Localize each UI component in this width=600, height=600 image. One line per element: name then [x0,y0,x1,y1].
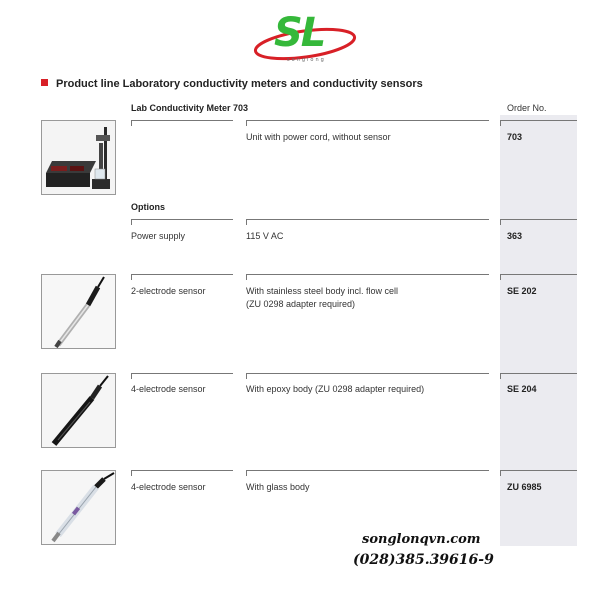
divider-tick [500,219,501,225]
order-number: SE 202 [507,286,537,296]
divider [500,373,577,374]
divider [246,120,489,121]
conductivity-meter-image [41,120,116,195]
options-heading: Options [131,202,165,212]
divider [500,120,577,121]
epoxy-sensor-image [41,373,116,448]
divider-tick [131,274,132,280]
logo-subtext: songlong [287,57,326,63]
logo-text: SL [274,10,325,56]
row-description: With epoxy body (ZU 0298 adapter required) [246,384,425,394]
row-description: With stainless steel body incl. flow cell [246,286,399,296]
divider-tick [500,373,501,379]
row-description: With glass body [246,482,310,492]
order-number: SE 204 [507,384,537,394]
divider [246,219,489,220]
divider-tick [131,470,132,476]
divider-tick [131,120,132,126]
divider-tick [500,120,501,126]
brand-logo [250,12,360,68]
divider [131,373,233,374]
section-heading [41,78,423,90]
order-number-header: Order No. [507,103,547,113]
stainless-steel-sensor-image [41,274,116,349]
divider-tick [500,274,501,280]
row-description-line2: (ZU 0298 adapter required) [246,299,356,309]
divider-tick [246,373,247,379]
section-heading-text: Product line Laboratory conductivity meters and conductivity sensors [56,78,423,90]
divider [500,274,577,275]
order-number: 363 [507,231,523,241]
divider-tick [246,219,247,225]
divider [500,219,577,220]
product-title: Lab Conductivity Meter 703 [131,103,249,113]
divider [131,219,233,220]
divider [131,274,233,275]
divider-tick [246,470,247,476]
row-description: 115 V AC [246,231,284,241]
row-label: 4-electrode sensor [131,384,206,394]
divider [131,120,233,121]
divider-tick [131,373,132,379]
divider [500,470,577,471]
order-number: ZU 6985 [507,482,542,492]
row-description: Unit with power cord, without sensor [246,132,391,142]
divider-tick [246,274,247,280]
divider-tick [500,470,501,476]
glass-sensor-image [41,470,116,545]
divider-tick [246,120,247,126]
phone-text: (028)385.39616-9 [353,552,494,568]
row-label: 4-electrode sensor [131,482,206,492]
divider-tick [131,219,132,225]
bullet-square-icon [41,79,48,86]
divider [246,373,489,374]
divider [246,274,489,275]
website-text: songlonqvn.com [362,532,481,547]
divider [131,470,233,471]
row-label: Power supply [131,231,186,241]
divider [246,470,489,471]
order-number: 703 [507,132,523,142]
row-label: 2-electrode sensor [131,286,206,296]
